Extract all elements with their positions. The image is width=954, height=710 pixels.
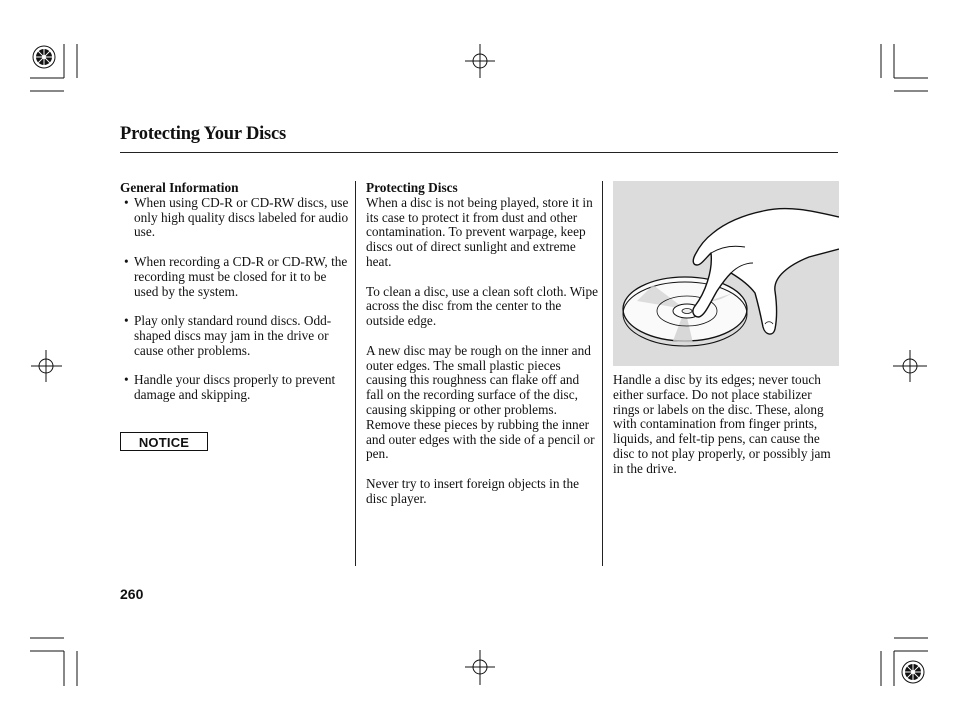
list-item: • Play only standard round discs. Odd-shaped discs may jam in the drive or cause other problems. bbox=[120, 314, 352, 358]
paragraph: Never try to insert foreign objects in the disc player. bbox=[366, 475, 580, 506]
section-heading: Protecting Discs bbox=[366, 180, 458, 195]
paragraph: When a disc is not being played, store it in its case to protect it from dust and other contamination. To prevent warpage, keep discs out of direct sunlight and extreme heat. bbox=[366, 194, 593, 269]
paragraph: To clean a disc, use a clean soft cloth. Wipe across the disc from the center to the outside edge. bbox=[366, 283, 599, 329]
protecting-discs-section bbox=[366, 181, 598, 521]
list-item: • Handle your discs properly to prevent damage and skipping. bbox=[120, 373, 352, 403]
list-item: • When recording a CD-R or CD-RW, the recording must be closed for it to be used by the system. bbox=[120, 255, 352, 299]
general-information-section bbox=[120, 181, 352, 418]
notice-label: NOTICE bbox=[120, 432, 208, 451]
section-heading: General Information bbox=[120, 180, 239, 195]
title-rule bbox=[120, 152, 838, 153]
general-information-list bbox=[120, 196, 352, 403]
figure-caption bbox=[613, 373, 839, 491]
column-divider bbox=[355, 181, 356, 566]
column-divider bbox=[602, 181, 603, 566]
disc-handling-illustration bbox=[613, 181, 839, 366]
paragraph: A new disc may be rough on the inner and outer edges. The small plastic pieces causing this roughness can flake off and fall on the recording surface of the disc, causing skipping or other problems. Remove these pieces by rubbing the inner and outer edges with the side of a pencil or pen. bbox=[366, 342, 595, 462]
caption-text: Handle a disc by its edges; never touch either surface. Do not place stabilizer rings or labels on the disc. These, along with contamination from finger prints, liquids, and felt-tip pens, can cause the disc to not play properly, or possibly jam in the drive. bbox=[613, 372, 831, 476]
registration-starburst-icon bbox=[33, 46, 55, 68]
page-title: Protecting Your Discs bbox=[120, 124, 287, 144]
list-item: • When using CD-R or CD-RW discs, use only high quality discs labeled for audio use. bbox=[120, 196, 352, 240]
page-number: 260 bbox=[120, 586, 144, 602]
registration-starburst-icon bbox=[902, 661, 924, 683]
hand-holding-disc-icon bbox=[613, 181, 839, 366]
